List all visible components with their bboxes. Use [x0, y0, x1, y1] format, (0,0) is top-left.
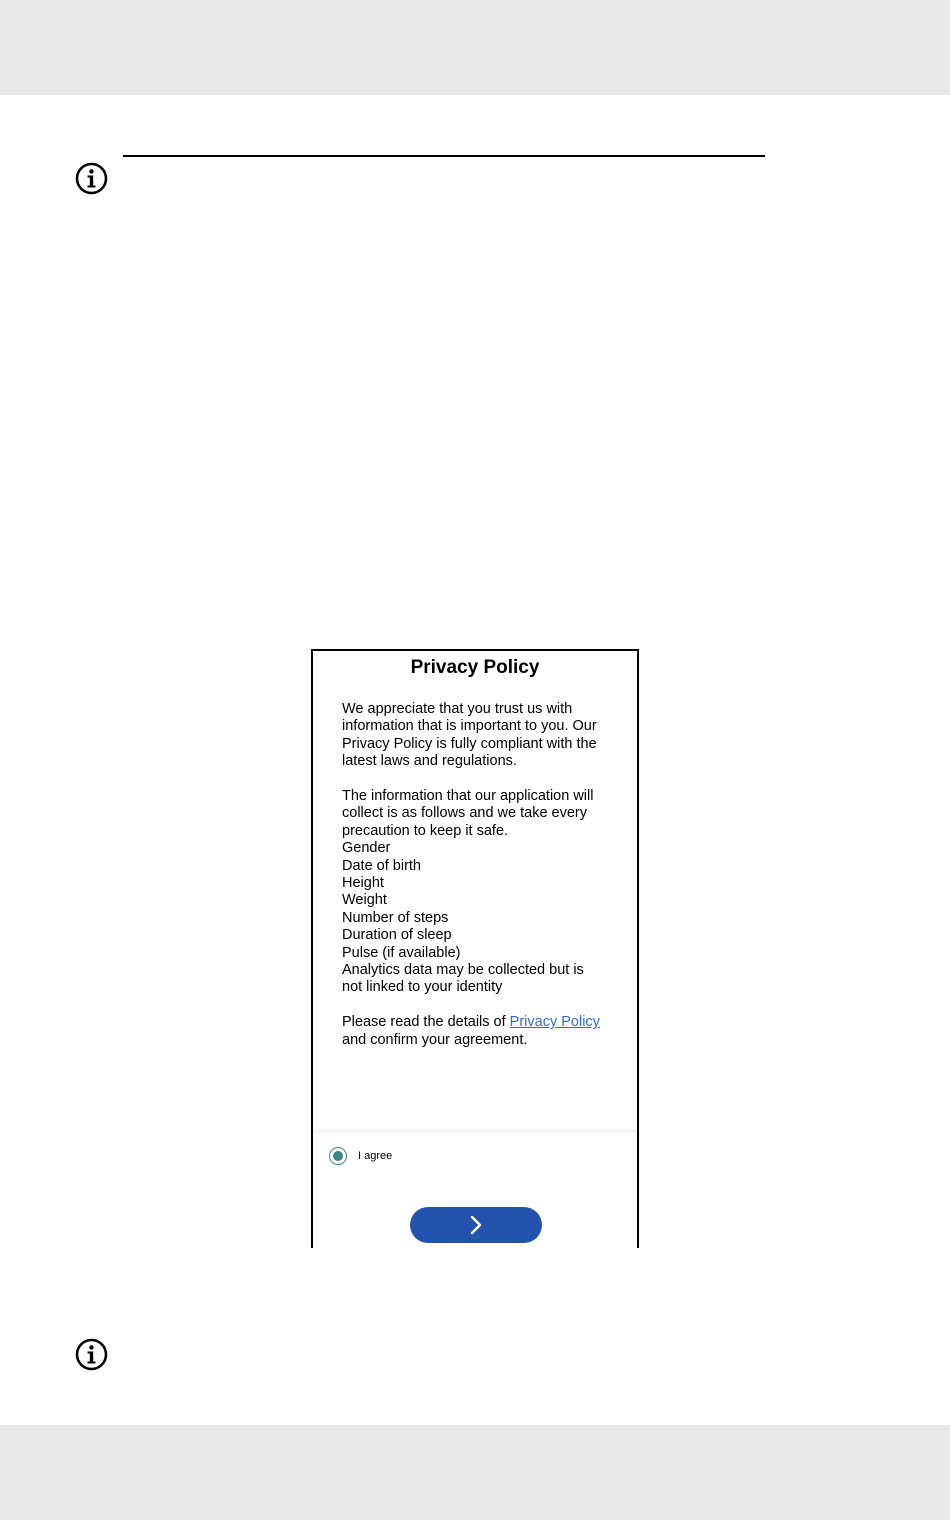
collect-line: collect is as follows and we take every [342, 805, 587, 822]
intro-line: We appreciate that you trust us with [342, 701, 573, 717]
list-item: Number of steps [342, 909, 449, 926]
info-icon [75, 162, 108, 195]
top-band [0, 0, 950, 95]
read-prefix: Please read the details of [342, 1014, 510, 1031]
collect-line: The information that our application will [342, 788, 594, 805]
chevron-right-icon [466, 1215, 486, 1235]
read-line [342, 1014, 622, 1031]
read-suffix: and confirm your agreement. [342, 1031, 528, 1048]
bottom-band [0, 1425, 950, 1520]
list-item: Pulse (if available) [342, 944, 461, 961]
intro-line: information that is important to you. Our [342, 718, 597, 735]
next-button[interactable] [410, 1207, 542, 1243]
list-item: Height [342, 875, 384, 892]
page-title: Privacy Policy [410, 657, 540, 678]
analytics-line: Analytics data may be collected but is [342, 962, 584, 979]
list-item: Date of birth [342, 857, 421, 874]
privacy-policy-link[interactable]: Privacy Policy [509, 1014, 600, 1031]
list-item: Duration of sleep [342, 927, 452, 944]
intro-line: latest laws and regulations. [342, 753, 517, 770]
policy-text [342, 701, 622, 1049]
collect-line: precaution to keep it safe. [342, 822, 509, 839]
agree-area [313, 1129, 637, 1250]
analytics-line: not linked to your identity [342, 979, 503, 996]
info-icon [75, 1338, 108, 1371]
list-item: Gender [342, 840, 391, 857]
section-rule [123, 155, 765, 157]
phone-screen [311, 649, 639, 1248]
agree-label[interactable]: I agree [358, 1150, 393, 1162]
radio-selected-dot [333, 1151, 343, 1161]
list-item: Weight [342, 892, 387, 909]
intro-line: Privacy Policy is fully compliant with the [342, 735, 597, 752]
agree-radio[interactable] [329, 1147, 347, 1165]
